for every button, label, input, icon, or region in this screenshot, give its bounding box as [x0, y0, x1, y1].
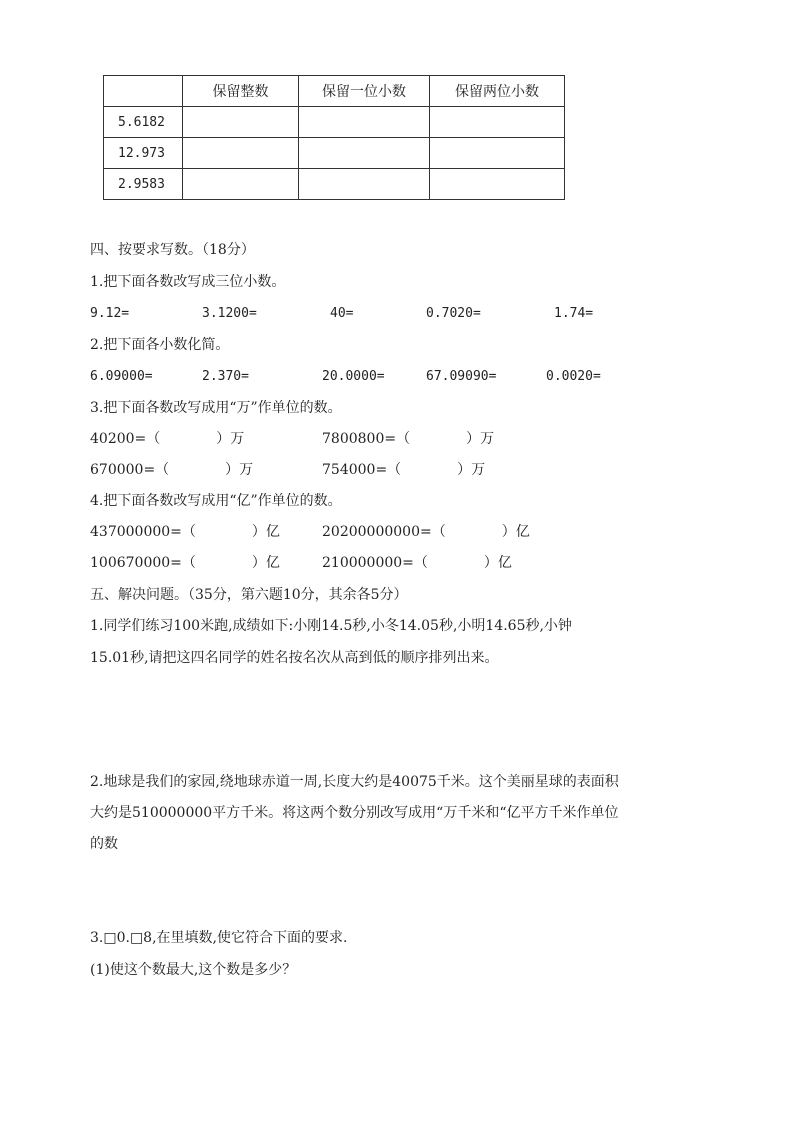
table-row-label: 12.973 [104, 138, 183, 169]
q3-item: 7800800=（ ）万 [322, 431, 495, 447]
table-row [104, 169, 565, 200]
answer-cell[interactable] [430, 138, 565, 169]
answer-cell[interactable] [430, 107, 565, 138]
table-row-label: 2.9583 [104, 169, 183, 200]
q1-item: 1.74= [554, 306, 594, 321]
q2-item: 67.09090= [426, 369, 497, 384]
q3-item: 754000=（ ）万 [322, 462, 486, 478]
q1-title: 1.把下面各数改写成三位小数。 [90, 274, 286, 290]
q2-item: 0.0020= [546, 369, 601, 384]
section-4-title: 四、按要求写数。（18分） [90, 242, 255, 258]
table-row [104, 107, 565, 138]
table-header-cell [104, 76, 183, 107]
q2-title: 2.把下面各小数化简。 [90, 337, 230, 353]
q4-item: 100670000=（ ）亿 [90, 555, 280, 571]
answer-cell[interactable] [183, 107, 299, 138]
rounding-table [103, 75, 565, 200]
q4-title: 4.把下面各数改写成用“亿”作单位的数。 [90, 493, 342, 509]
section-5-title: 五、解决问题。（35分，第六题10分，其余各5分） [90, 587, 408, 603]
q2-item: 6.09000= [90, 369, 153, 384]
q4-item: 437000000=（ ）亿 [90, 524, 280, 540]
q2-item: 20.0000= [322, 369, 385, 384]
problem-2-line: 的数 [90, 836, 118, 852]
q3-item: 670000=（ ）万 [90, 462, 254, 478]
table-row [104, 138, 565, 169]
problem-1-line: 1.同学们练习100米跑,成绩如下:小刚14.5秒,小冬14.05秒,小明14.65秒,小钟 [90, 618, 572, 634]
table-header-cell: 保留两位小数 [430, 76, 565, 107]
answer-cell[interactable] [299, 107, 430, 138]
q3-item: 40200=（ ）万 [90, 431, 245, 447]
table-row-label: 5.6182 [104, 107, 183, 138]
table-header-row [104, 76, 565, 107]
problem-3-subquestion: (1)使这个数最大,这个数是多少？ [90, 962, 297, 978]
q1-item: 40= [330, 306, 354, 321]
problem-2-line: 2.地球是我们的家园,绕地球赤道一周,长度大约是40075千米。这个美丽星球的表面积 [90, 774, 619, 790]
q1-item: 3.1200= [202, 306, 257, 321]
answer-cell[interactable] [183, 138, 299, 169]
answer-cell[interactable] [299, 169, 430, 200]
q3-title: 3.把下面各数改写成用“万”作单位的数。 [90, 400, 342, 416]
problem-1-line: 15.01秒,请把这四名同学的姓名按名次从高到低的顺序排列出来。 [90, 650, 499, 666]
q4-item: 210000000=（ ）亿 [322, 555, 512, 571]
problem-2-line: 大约是510000000平方千米。将这两个数分别改写成用“万千米和“亿平方千米作单位 [90, 805, 619, 821]
answer-cell[interactable] [299, 138, 430, 169]
answer-cell[interactable] [183, 169, 299, 200]
q4-item: 20200000000=（ ）亿 [322, 524, 530, 540]
table-header-cell: 保留整数 [183, 76, 299, 107]
q1-item: 9.12= [90, 306, 130, 321]
table-header-cell: 保留一位小数 [299, 76, 430, 107]
problem-3-line: 3.□0.□8,在里填数,使它符合下面的要求. [90, 930, 348, 946]
q1-item: 0.7020= [426, 306, 481, 321]
q2-item: 2.370= [202, 369, 249, 384]
answer-cell[interactable] [430, 169, 565, 200]
